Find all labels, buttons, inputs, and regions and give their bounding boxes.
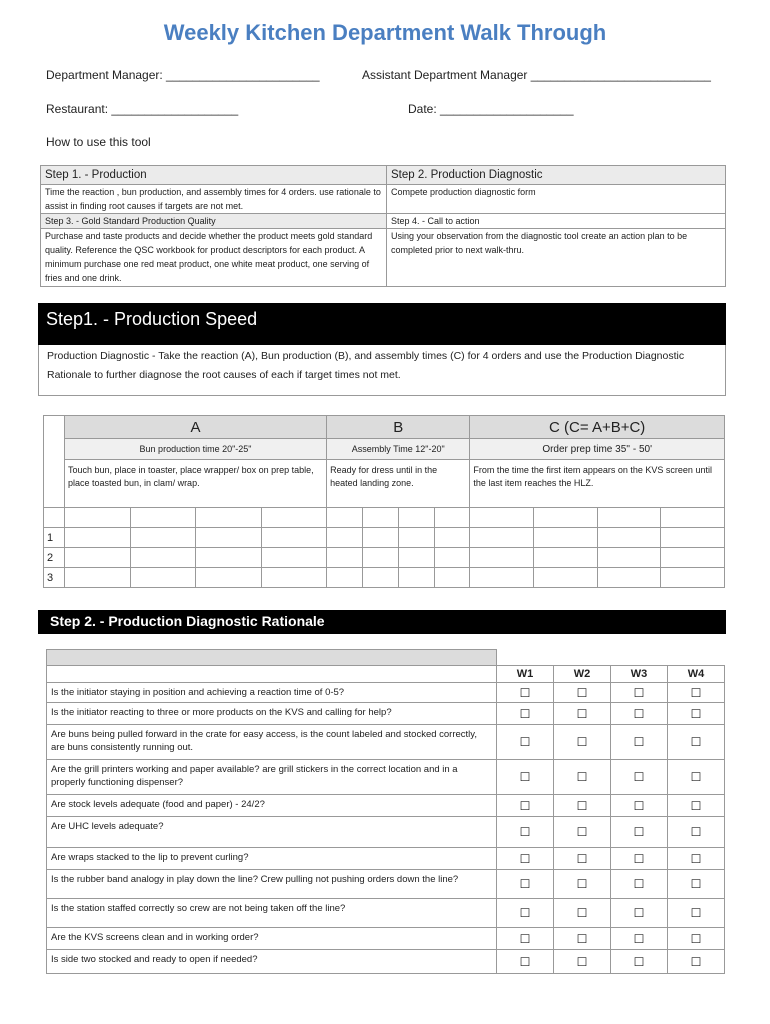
week-checkbox[interactable]: ☐ <box>668 795 725 817</box>
section1-banner: Step1. - Production Speed <box>38 303 726 345</box>
week-checkbox[interactable]: ☐ <box>497 928 554 950</box>
time-cell[interactable] <box>470 548 534 568</box>
time-cell[interactable] <box>130 568 196 588</box>
week-checkbox[interactable]: ☐ <box>554 870 611 899</box>
time-cell[interactable] <box>196 528 262 548</box>
week-checkbox[interactable]: ☐ <box>554 817 611 848</box>
week-checkbox[interactable]: ☐ <box>668 950 725 974</box>
week-checkbox[interactable]: ☐ <box>497 795 554 817</box>
checklist-question: Are UHC levels adequate? <box>47 817 497 848</box>
dept-manager-field[interactable]: Department Manager: _______________________ <box>46 68 320 82</box>
week-checkbox[interactable]: ☐ <box>611 848 668 870</box>
step4-text: Using your observation from the diagnostic tool create an action plan to be completed prior to next walk-thru. <box>387 229 726 287</box>
week-header: W2 <box>554 666 611 683</box>
time-cell[interactable] <box>533 508 597 528</box>
week-checkbox[interactable]: ☐ <box>611 683 668 703</box>
time-cell[interactable] <box>65 528 131 548</box>
checklist-question: Are the grill printers working and paper available? are grill stickers in the correct location and in a properly functioning dispenser? <box>47 760 497 795</box>
week-checkbox[interactable]: ☐ <box>497 950 554 974</box>
week-checkbox[interactable]: ☐ <box>668 870 725 899</box>
checklist-row <box>47 817 725 848</box>
week-checkbox[interactable]: ☐ <box>668 928 725 950</box>
checklist-row <box>47 899 725 928</box>
time-cell[interactable] <box>597 528 661 548</box>
time-cell[interactable] <box>362 568 398 588</box>
week-checkbox[interactable]: ☐ <box>611 870 668 899</box>
col-c-header: C (C= A+B+C) <box>470 416 725 439</box>
checklist-question: Is the initiator reacting to three or more products on the KVS and calling for help? <box>47 703 497 725</box>
week-checkbox[interactable]: ☐ <box>554 703 611 725</box>
time-cell[interactable] <box>130 528 196 548</box>
time-cell[interactable] <box>261 508 327 528</box>
diagnostic-checklist <box>46 649 725 974</box>
col-c-description: From the time the first item appears on the KVS screen until the last item reaches the HLZ. <box>470 460 725 508</box>
step2-text: Compete production diagnostic form <box>387 185 726 214</box>
howto-heading: How to use this tool <box>46 135 151 149</box>
checklist-question: Is side two stocked and ready to open if needed? <box>47 950 497 974</box>
time-cell[interactable] <box>398 548 434 568</box>
time-cell[interactable] <box>533 568 597 588</box>
checklist-question: Are stock levels adequate (food and paper) - 24/2? <box>47 795 497 817</box>
col-b-header: B <box>327 416 470 439</box>
col-c-target: Order prep time 35'' - 50' <box>470 439 725 460</box>
time-cell[interactable] <box>597 568 661 588</box>
checklist-row <box>47 725 725 760</box>
week-checkbox[interactable]: ☐ <box>554 683 611 703</box>
date-field[interactable]: Date: ____________________ <box>408 102 574 116</box>
week-checkbox[interactable]: ☐ <box>554 928 611 950</box>
restaurant-field[interactable]: Restaurant: ___________________ <box>46 102 239 116</box>
time-cell[interactable] <box>261 568 327 588</box>
production-speed-table <box>43 415 725 588</box>
checklist-row <box>47 950 725 974</box>
checklist-row <box>47 703 725 725</box>
week-checkbox[interactable]: ☐ <box>668 899 725 928</box>
col-a-target: Bun production time 20"-25" <box>65 439 327 460</box>
week-checkbox[interactable]: ☐ <box>668 703 725 725</box>
time-cell[interactable] <box>327 568 363 588</box>
row-number: 1 <box>44 528 65 548</box>
week-checkbox[interactable]: ☐ <box>497 725 554 760</box>
week-checkbox[interactable]: ☐ <box>554 725 611 760</box>
week-header: W4 <box>668 666 725 683</box>
time-cell[interactable] <box>65 568 131 588</box>
week-header: W1 <box>497 666 554 683</box>
checklist-question: Is the rubber band analogy in play down the line? Crew pulling not pushing orders down the line? <box>47 870 497 899</box>
week-checkbox[interactable]: ☐ <box>611 795 668 817</box>
step1-title: Step 1. - Production <box>41 166 387 185</box>
time-cell[interactable] <box>362 508 398 528</box>
checklist-question: Is the initiator staying in position and achieving a reaction time of 0-5? <box>47 683 497 703</box>
week-checkbox[interactable]: ☐ <box>554 899 611 928</box>
instructions-table <box>40 165 726 287</box>
time-cell[interactable] <box>434 568 470 588</box>
time-cell[interactable] <box>130 508 196 528</box>
week-checkbox[interactable]: ☐ <box>611 817 668 848</box>
step1-text: Time the reaction , bun production, and assembly times for 4 orders. use rationale to assist in finding root causes if targets are not met. <box>41 185 387 214</box>
week-checkbox[interactable]: ☐ <box>668 725 725 760</box>
section1-description: Production Diagnostic - Take the reaction (A), Bun production (B), and assembly times (C) for 4 orders and use the Production Diagnostic Rationale to further diagnose the root causes of each if target times not met. <box>38 345 726 396</box>
week-checkbox[interactable]: ☐ <box>554 760 611 795</box>
time-cell[interactable] <box>65 548 131 568</box>
row-number: 3 <box>44 568 65 588</box>
week-checkbox[interactable]: ☐ <box>668 760 725 795</box>
step4-title: Step 4. - Call to action <box>387 214 726 229</box>
checklist-row <box>47 848 725 870</box>
time-cell[interactable] <box>327 548 363 568</box>
page-title: Weekly Kitchen Department Walk Through <box>163 20 607 45</box>
week-checkbox[interactable]: ☐ <box>554 795 611 817</box>
col-b-target: Assembly Time 12"-20" <box>327 439 470 460</box>
time-cell[interactable] <box>434 508 470 528</box>
time-cell[interactable] <box>470 508 534 528</box>
time-cell[interactable] <box>661 548 725 568</box>
time-cell[interactable] <box>434 548 470 568</box>
week-checkbox[interactable]: ☐ <box>497 899 554 928</box>
time-cell[interactable] <box>398 528 434 548</box>
time-cell[interactable] <box>597 548 661 568</box>
asst-manager-field[interactable]: Assistant Department Manager ___________________________ <box>362 68 711 82</box>
time-cell[interactable] <box>533 548 597 568</box>
col-a-description: Touch bun, place in toaster, place wrapper/ box on prep table, place toasted bun, in clam/ wrap. <box>65 460 327 508</box>
checklist-question: Is the station staffed correctly so crew are not being taken off the line? <box>47 899 497 928</box>
week-checkbox[interactable]: ☐ <box>611 703 668 725</box>
checklist-question: Are wraps stacked to the lip to prevent curling? <box>47 848 497 870</box>
time-cell[interactable] <box>470 528 534 548</box>
section2-banner: Step 2. - Production Diagnostic Rationale <box>38 610 726 634</box>
checklist-row <box>47 928 725 950</box>
time-cell[interactable] <box>196 568 262 588</box>
week-checkbox[interactable]: ☐ <box>611 725 668 760</box>
time-cell[interactable] <box>196 548 262 568</box>
time-cell[interactable] <box>533 528 597 548</box>
checklist-row <box>47 683 725 703</box>
week-checkbox[interactable]: ☐ <box>611 899 668 928</box>
week-checkbox[interactable]: ☐ <box>497 683 554 703</box>
step3-text: Purchase and taste products and decide whether the product meets gold standard quality. Reference the QSC workbook for product descriptors for each product. A minimum purchase one red meat product, one white meat product, one serving of fries and one drink. <box>41 229 387 287</box>
col-b-description: Ready for dress until in the heated landing zone. <box>327 460 470 508</box>
checklist-row <box>47 870 725 899</box>
time-cell[interactable] <box>362 528 398 548</box>
week-checkbox[interactable]: ☐ <box>497 703 554 725</box>
time-cell[interactable] <box>398 568 434 588</box>
week-checkbox[interactable]: ☐ <box>497 760 554 795</box>
time-cell[interactable] <box>196 508 262 528</box>
time-cell[interactable] <box>398 508 434 528</box>
time-cell[interactable] <box>327 508 363 528</box>
week-checkbox[interactable]: ☐ <box>554 950 611 974</box>
week-checkbox[interactable]: ☐ <box>668 848 725 870</box>
time-cell[interactable] <box>327 528 363 548</box>
time-cell[interactable] <box>661 568 725 588</box>
week-checkbox[interactable]: ☐ <box>554 848 611 870</box>
row-number: 2 <box>44 548 65 568</box>
checklist-question: Are buns being pulled forward in the crate for easy access, is the count labeled and stocked correctly, are buns consistently running out. <box>47 725 497 760</box>
week-checkbox[interactable]: ☐ <box>668 817 725 848</box>
time-cell[interactable] <box>130 548 196 568</box>
time-cell[interactable] <box>261 548 327 568</box>
week-checkbox[interactable]: ☐ <box>497 848 554 870</box>
time-cell[interactable] <box>261 528 327 548</box>
col-a-header: A <box>65 416 327 439</box>
checklist-row <box>47 795 725 817</box>
time-cell[interactable] <box>661 508 725 528</box>
week-checkbox[interactable]: ☐ <box>611 760 668 795</box>
week-checkbox[interactable]: ☐ <box>497 817 554 848</box>
week-header: W3 <box>611 666 668 683</box>
time-cell[interactable] <box>661 528 725 548</box>
checklist-row <box>47 760 725 795</box>
week-checkbox[interactable]: ☐ <box>611 928 668 950</box>
time-cell[interactable] <box>65 508 131 528</box>
time-cell[interactable] <box>434 528 470 548</box>
time-cell[interactable] <box>362 548 398 568</box>
week-checkbox[interactable]: ☐ <box>668 683 725 703</box>
step3-title: Step 3. - Gold Standard Production Quality <box>41 214 387 229</box>
week-checkbox[interactable]: ☐ <box>611 950 668 974</box>
time-cell[interactable] <box>597 508 661 528</box>
time-cell[interactable] <box>470 568 534 588</box>
step2-title: Step 2. Production Diagnostic <box>387 166 726 185</box>
checklist-question: Are the KVS screens clean and in working order? <box>47 928 497 950</box>
week-checkbox[interactable]: ☐ <box>497 870 554 899</box>
